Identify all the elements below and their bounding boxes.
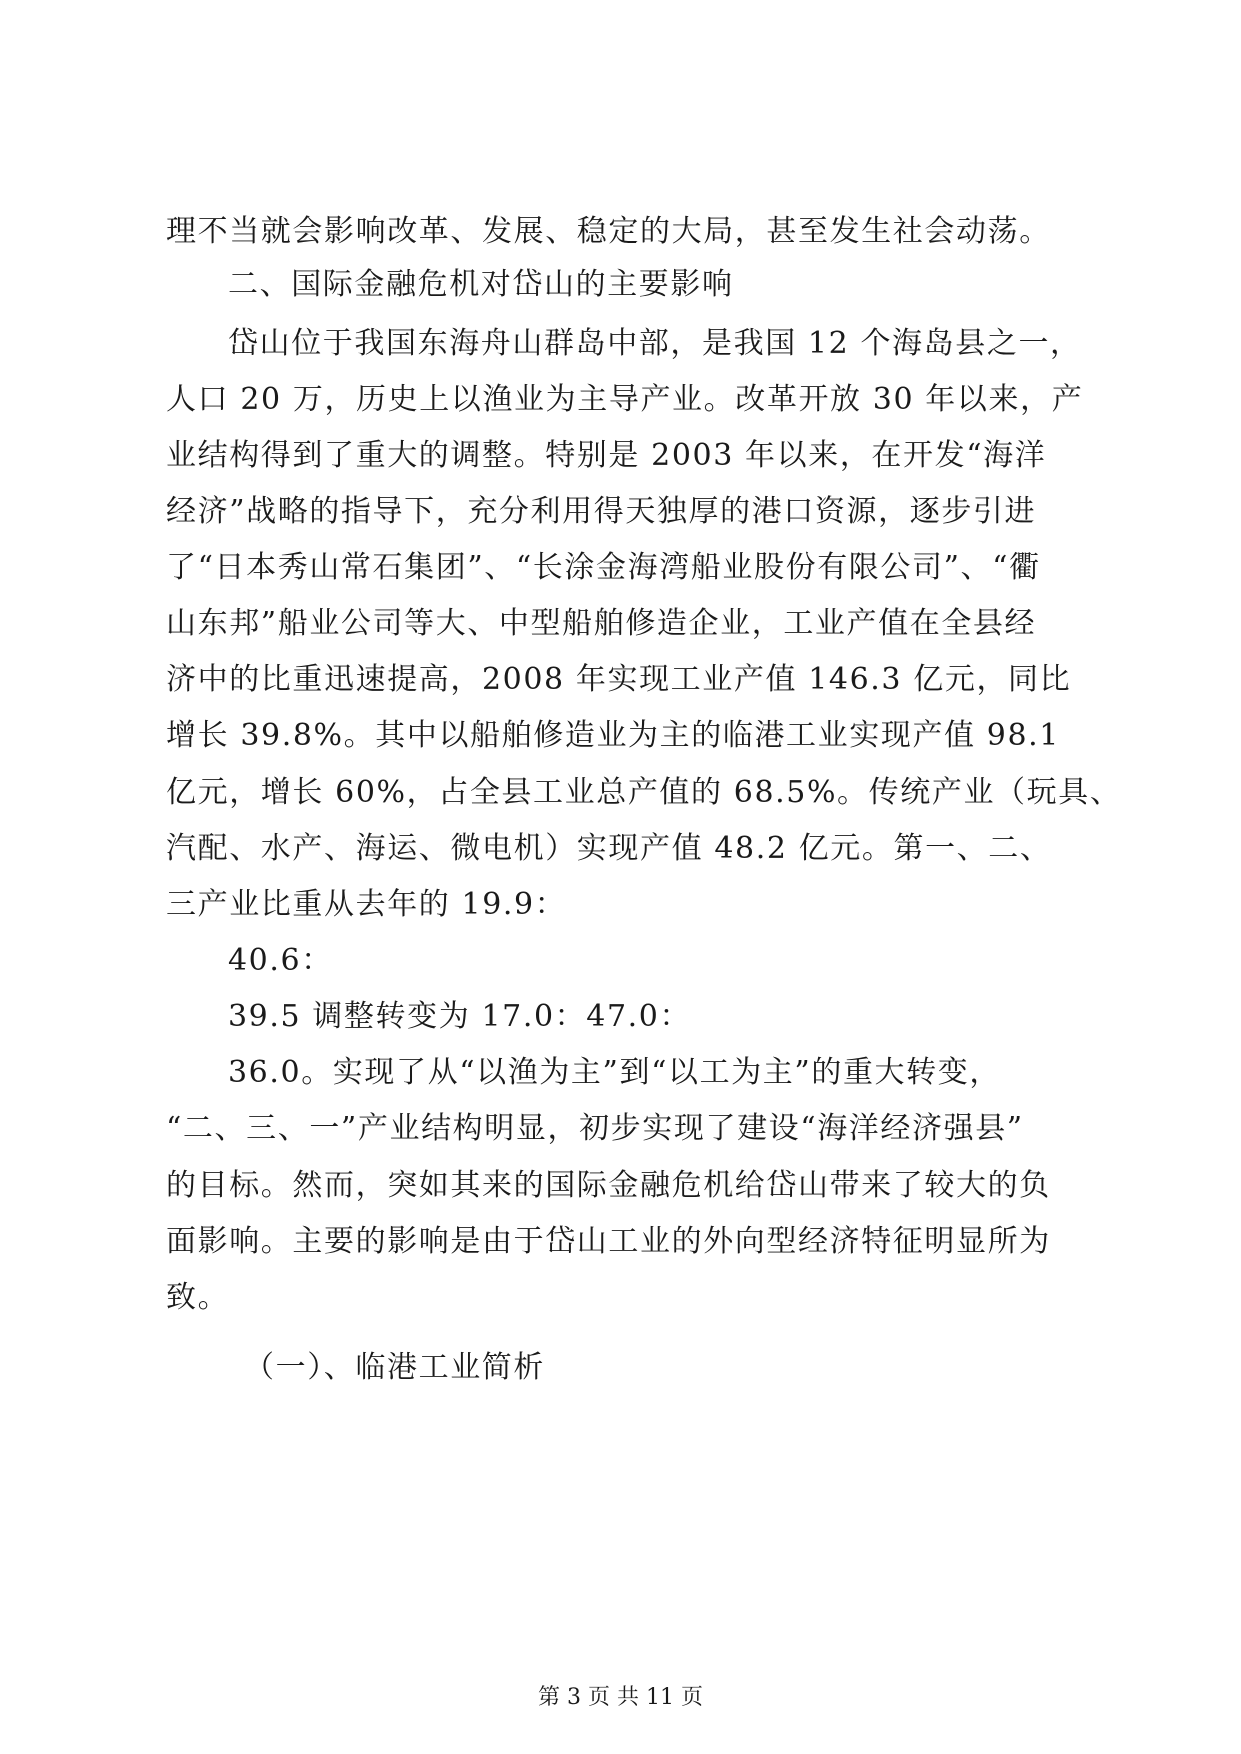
- page-number-footer: 第 3 页 共 11 页: [538, 1685, 703, 1710]
- paragraph-line: 40.6：: [228, 943, 333, 978]
- paragraph-line: “二、三、一”产业结构明显，初步实现了建设“海洋经济强县”: [166, 1111, 1024, 1146]
- subsection-heading: （一）、临港工业简析: [244, 1350, 545, 1385]
- paragraph-line: 三产业比重从去年的 19.9：: [166, 887, 567, 922]
- paragraph-line: 的目标。然而，突如其来的国际金融危机给岱山带来了较大的负: [166, 1168, 1051, 1203]
- paragraph-line: 增长 39.8%。其中以船舶修造业为主的临港工业实现产值 98.1: [166, 718, 1060, 753]
- paragraph-line: 理不当就会影响改革、发展、稳定的大局，甚至发生社会动荡。: [166, 214, 1051, 249]
- paragraph-line: 亿元，增长 60%，占全县工业总产值的 68.5%。传统产业（玩具、: [166, 775, 1122, 810]
- section-heading: 二、国际金融危机对岱山的主要影响: [228, 267, 734, 302]
- paragraph-line: 经济”战略的指导下，充分利用得天独厚的港口资源，逐步引进: [166, 494, 1037, 529]
- paragraph-line: 36.0。实现了从“以渔为主”到“以工为主”的重大转变，: [228, 1055, 1001, 1090]
- paragraph-line: 人口 20 万，历史上以渔业为主导产业。改革开放 30 年以来，产: [166, 382, 1084, 417]
- paragraph-line: 山东邦”船业公司等大、中型船舶修造企业，工业产值在全县经: [166, 606, 1037, 641]
- paragraph-line: 业结构得到了重大的调整。特别是 2003 年以来，在开发“海洋: [166, 438, 1047, 473]
- paragraph-line: 39.5 调整转变为 17.0：47.0：: [228, 999, 692, 1034]
- paragraph-line: 致。: [166, 1280, 230, 1315]
- paragraph-line: 了“日本秀山常石集团”、“长涂金海湾船业股份有限公司”、“衢: [166, 550, 1041, 585]
- paragraph-line: 济中的比重迅速提高，2008 年实现工业产值 146.3 亿元，同比: [166, 662, 1072, 697]
- paragraph-line: 面影响。主要的影响是由于岱山工业的外向型经济特征明显所为: [166, 1224, 1051, 1259]
- paragraph-line: 岱山位于我国东海舟山群岛中部，是我国 12 个海岛县之一，: [228, 326, 1082, 361]
- paragraph-line: 汽配、水产、海运、微电机）实现产值 48.2 亿元。第一、二、: [166, 831, 1052, 866]
